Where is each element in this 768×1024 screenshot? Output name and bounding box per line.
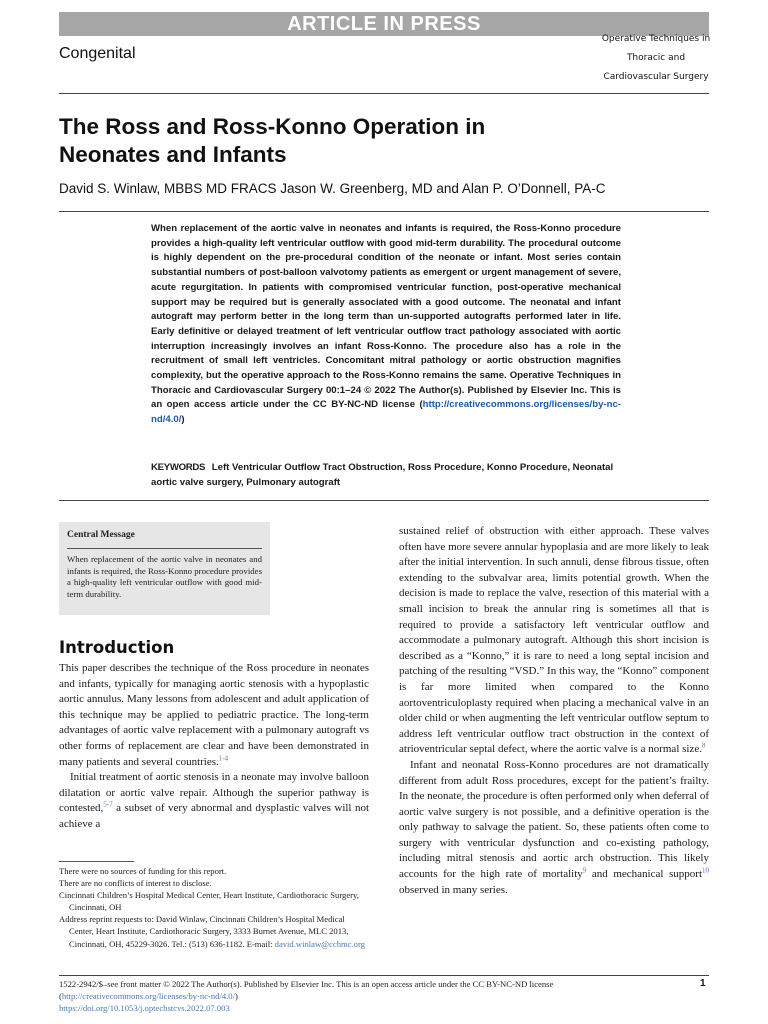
article-in-press-banner: ARTICLE IN PRESS xyxy=(59,12,709,36)
footnote-divider xyxy=(59,861,134,862)
paragraph-text: sustained relief of obstruction with either approach. These valves often have more severe annular hypoplasia and are more likely to leak after the initial intervention. In such annuli, dense fibrous tissue, often extending to the subvalvar area, limits potential growth. When the decision is made to replace the valve, resection of this material with a small incision to break the annular ring is sometimes all that is required to provide a satisfactory left ventricular outflow and accommodate a pulmonary autograft. Although this short incision is described as a “Konno,” it is rare to need a long septal incision and patching of the resulting “VSD.” In this way, the “Konno” component is far more limited when compared to the Konno aortoventriculoplasty required when placing a mechanical valve in an older child or when augmenting the left ventricular outflow septum to address left ventricular outflow tract obstruction in the context of atrioventricular septal defect, where the aortic valve is a normal size. xyxy=(399,525,709,756)
left-column-text xyxy=(59,661,369,833)
title-line: The Ross and Ross-Konno Operation in xyxy=(59,114,486,139)
journal-name-line: Thoracic and xyxy=(626,53,686,63)
footer-license-link[interactable]: http://creativecommons.org/licenses/by-nc-nd/4.0/ xyxy=(61,991,235,1002)
abstract xyxy=(151,222,621,428)
reference-link[interactable]: 1-4 xyxy=(218,753,229,762)
central-message-box xyxy=(59,522,270,615)
authors-divider xyxy=(59,211,709,212)
reference-link[interactable]: 5-7 xyxy=(103,800,113,809)
page-number: 1 xyxy=(700,978,706,989)
journal-name-line: Operative Techniques in xyxy=(601,34,711,44)
paragraph-text: Initial treatment of aortic stenosis in a neonate may involve balloon dilatation or aortic valve repair. Although the superior pathway is contested, xyxy=(59,771,369,815)
article-title xyxy=(59,113,699,169)
license-paren-close: ) xyxy=(234,991,238,1002)
author-list: David S. Winlaw, MBBS MD FRACS Jason W. Greenberg, MD and Alan P. O’Donnell, PA-C xyxy=(59,181,606,196)
license-link[interactable]: http://creativecommons.org/licenses/by-nc-nd/4.0/ xyxy=(151,399,621,426)
license-paren-open: ( xyxy=(419,399,423,411)
title-line: Neonates and Infants xyxy=(59,142,287,167)
footnote-affiliation: Cincinnati Children’s Hospital Medical Center, Heart Institute, Cardiothoracic Surgery, Cincinnati, OH xyxy=(59,890,359,913)
doi-link[interactable]: https://doi.org/10.1053/j.optechstcvs.2022.07.003 xyxy=(59,1003,230,1014)
paragraph-text: observed in many series. xyxy=(399,883,508,896)
license-paren-open: ( xyxy=(59,991,62,1002)
right-column-text xyxy=(399,524,709,898)
reference-link[interactable]: 10 xyxy=(702,866,709,875)
keywords-label: KEYWORDS xyxy=(151,462,206,473)
keywords-text: Left Ventricular Outflow Tract Obstruction, Ross Procedure, Konno Procedure, Neonatal aortic valve surgery, Pulmonary autograft xyxy=(151,462,614,488)
paragraph-text: a subset of very abnormal and dysplastic valves will not achieve a xyxy=(59,802,369,830)
footnotes xyxy=(59,865,369,950)
intro-paragraph xyxy=(59,661,369,770)
footer-issn: 1522-2942/$–see front matter © 2022 The Author(s). Published by Elsevier Inc. This is an open access article under the CC BY-NC-ND license xyxy=(59,979,554,989)
footer-license xyxy=(59,990,679,1002)
introduction-heading: Introduction xyxy=(59,638,175,657)
reference-link[interactable]: 9 xyxy=(582,866,587,875)
footer-divider xyxy=(59,975,709,976)
paragraph-text: This paper describes the technique of the Ross procedure in neonates and infants, typically for managing aortic stenosis with a hypoplastic aortic annulus. Many lessons from adolescent and adult application of this technique may be applied to pediatric practice. The long-term advantages of aortic valve replacement with a pulmonary autograft vs other forms of replacement are clear and have been demonstrated in many patients and several countries. xyxy=(59,662,369,768)
reprint-text: Address reprint requests to: David Winlaw, Cincinnati Children’s Hospital Medical Center, Heart Institute, Cardiothoracic Surgery, 3333 Burnet Avenue, MLC 2013, Cincinnati, OH, 45229-3026. Tel.: (513) 636-1182. E-mail: xyxy=(59,914,349,949)
journal-name xyxy=(596,30,716,87)
abstract-text: When replacement of the aortic valve in neonates and infants is required, the Ross-Konno procedure provides a high-quality left ventricular outflow with good mid-term durability. The procedural outcome is highly dependent on the pre-procedural condition of the neonate or infant. Most series contain substantial numbers of post-balloon valvotomy patients as emergent or urgent management of severe, acute regurgitation. In patients with compromised ventricular function, post-operative mechanical support may be required but is generally associated with a good outcome. The neonatal and infant autograft may perform better in the long term than un-supported autografts performed later in life. Early definitive or delayed treatment of left ventricular outflow tract pathology associated with aortic interruption increasingly involves an infant Ross-Konno. The procedure also has a role in the recruitment of small left ventricles. Concomitant mitral pathology or aortic obstruction magnifies complexity, but the operative approach to the Ross-Konno remains the same. xyxy=(151,223,621,382)
license-paren-close: ) xyxy=(181,414,185,426)
body-paragraph xyxy=(399,524,709,758)
journal-name-line: Cardiovascular Surgery xyxy=(603,72,709,82)
footnote-funding: There were no sources of funding for this report. xyxy=(59,866,227,876)
header-divider xyxy=(59,93,709,94)
footnote-conflicts: There are no conflicts of interest to disclose. xyxy=(59,878,212,889)
central-message-divider xyxy=(67,548,262,549)
paragraph-text: and mechanical support xyxy=(586,868,702,881)
body-paragraph xyxy=(399,758,709,898)
abstract-divider xyxy=(59,500,709,501)
keywords xyxy=(151,460,621,490)
page-footer xyxy=(59,978,679,1015)
reference-link[interactable]: 8 xyxy=(701,741,706,750)
paragraph-text: Infant and neonatal Ross-Konno procedures are not dramatically different from adult Ross procedures, except for the patient’s frailty. In the neonate, the procedure is often performed only when deferral of aortic valve surgery is not possible, and a definitive operation is the only pathway to salvage the patient. So, these patients often come to surgery with ventricular dysfunction and co-existing pathology, including mitral stenosis and aortic arch obstruction. This likely accounts for the high rate of mortality xyxy=(399,758,709,881)
section-label: Congenital xyxy=(59,45,136,62)
intro-paragraph xyxy=(59,770,369,832)
abstract-citation: Operative Techniques in Thoracic and Cardiovascular Surgery 00:1–24 © 2022 The Author(s). Published by Elsevier Inc. This is an open access article under the CC BY-NC-ND license xyxy=(151,370,621,411)
footnote-reprint xyxy=(59,913,369,949)
email-link[interactable]: david.winlaw@cchmc.org xyxy=(274,938,365,949)
central-message-heading: Central Message xyxy=(67,530,135,540)
central-message-body: When replacement of the aortic valve in neonates and infants is required, the Ross-Konno procedure provides a high-quality left ventricular outflow with good mid-term durability. xyxy=(67,554,262,599)
